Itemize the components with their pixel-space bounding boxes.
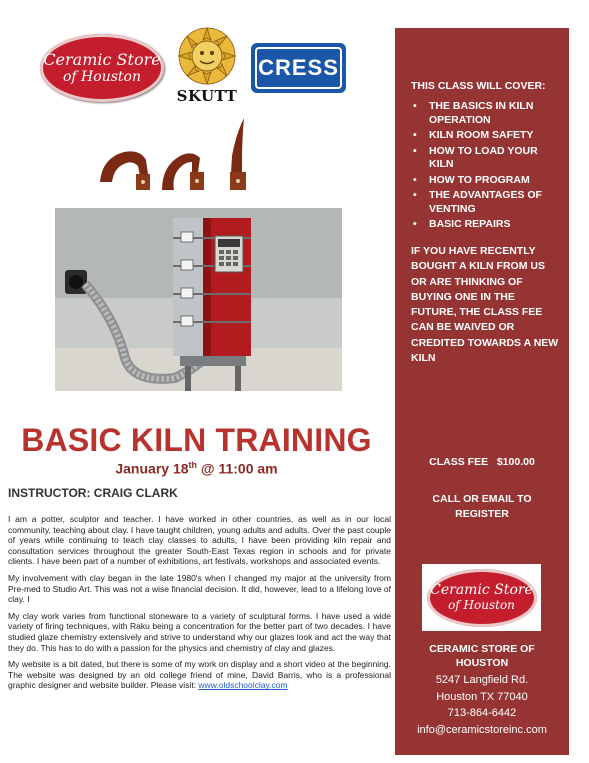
sidebar xyxy=(395,28,569,755)
topic-label: HOW TO PROGRAM xyxy=(429,173,530,186)
date-prefix: January 18 xyxy=(115,460,189,477)
bio-paragraph-text: My website is a bit dated, but there is some of my work on display and a short video at the beginning. The website was designed by an old college friend of mine, David Barris, who is a professional graphic designer and website builder. Please visit: xyxy=(8,659,391,691)
bullet-icon: • xyxy=(413,218,417,230)
topics-list xyxy=(411,100,561,234)
date-rest: @ 11:00 am xyxy=(197,460,278,477)
bio-paragraph-website xyxy=(8,659,391,691)
bullet-icon: • xyxy=(413,129,417,141)
kiln-photo xyxy=(55,208,342,391)
store-phone: 713-864-6442 xyxy=(447,707,517,719)
store-address xyxy=(395,672,569,722)
cress-wordmark: CRESS xyxy=(255,47,342,89)
logo-line-1: Ceramic Store xyxy=(43,49,161,69)
bullet-icon: • xyxy=(413,173,417,186)
cress-logo xyxy=(251,43,346,93)
class-date xyxy=(0,460,393,477)
address-line-1: 5247 Langfield Rd. xyxy=(435,674,529,686)
skutt-wordmark: SKUTT xyxy=(176,87,238,105)
topic-item xyxy=(411,218,561,232)
instructor-bio xyxy=(8,514,391,697)
register-call-to-action: CALL OR EMAIL TO REGISTER xyxy=(432,493,532,520)
topic-item xyxy=(411,129,561,143)
topic-item xyxy=(411,100,561,127)
store-name: CERAMIC STORE OF HOUSTON xyxy=(429,643,535,669)
skutt-sun-icon xyxy=(177,26,237,86)
sidebar-ceramic-store-logo xyxy=(422,564,541,631)
date-suffix: th xyxy=(188,460,198,470)
fee-waiver-note: IF YOU HAVE RECENTLY BOUGHT A KILN FROM US OR ARE THINKING OF BUYING ONE IN THE FUTURE, THE CLASS FEE CAN BE WAIVED OR CREDITED TOWARDS A NEW KILN xyxy=(411,245,559,365)
topic-label: THE BASICS IN KILN OPERATION xyxy=(429,100,534,126)
topic-item xyxy=(411,174,561,188)
topic-label: BASIC REPAIRS xyxy=(429,218,511,230)
bio-paragraph: My clay work varies from functional stoneware to a variety of sculptural forms. I have used a wide variety of firing techniques, with Raku being a concentration for the better part of two decades. I have studied glaze chemistry extensively and strive to understand why our glazes look and act the way that they do. This has to do with a passion for the physics and chemistry of clay and glazes. xyxy=(8,610,391,653)
bullet-icon: • xyxy=(413,189,417,201)
topic-item xyxy=(411,145,561,172)
skutt-logo xyxy=(172,26,242,106)
bio-paragraph: I am a potter, sculptor and teacher. I have worked in other countries, as well as in our local community, teaching about clay. I have taught children, young adults and adults. Over the past couple of years while continuing to teach clay classes to adults, I have been providing kiln repair and consultation services throughout the greater South-East Texas region in schools and for private clients. I have been part of a number of exhibitions, art festivals, workshops and associated events. xyxy=(8,514,391,567)
logo-line-2: of Houston xyxy=(63,68,141,85)
website-link[interactable]: www.oldschoolclay.com xyxy=(198,680,288,691)
instructor-heading: INSTRUCTOR: CRAIG CLARK xyxy=(8,486,178,500)
ceramic-store-logo xyxy=(40,34,164,102)
clay-tools-illustration xyxy=(96,116,266,194)
bullet-icon: • xyxy=(413,100,417,112)
topic-label: HOW TO LOAD YOUR KILN xyxy=(429,144,538,170)
logo-oval xyxy=(427,569,537,627)
logo-line-2: of Houston xyxy=(448,598,515,612)
topic-item xyxy=(411,189,561,216)
topic-label: THE ADVANTAGES OF VENTING xyxy=(429,189,542,215)
store-email[interactable]: info@ceramicstoreinc.com xyxy=(417,724,547,736)
topics-heading: THIS CLASS WILL COVER: xyxy=(411,80,546,92)
bio-paragraph: My involvement with clay began in the late 1980's when I changed my major at the university from Pre-med to Studio Art. This was not a wise financial decision. It did, however, lead to a lifelong love of clay. I xyxy=(8,572,391,605)
logo-line-1: Ceramic Store xyxy=(430,582,533,598)
topic-label: KILN ROOM SAFETY xyxy=(429,129,534,141)
address-line-2: Houston TX 77040 xyxy=(436,690,528,703)
page-title: BASIC KILN TRAINING xyxy=(21,422,372,458)
class-fee: CLASS FEE $100.00 xyxy=(429,456,535,468)
bullet-icon: • xyxy=(413,144,417,157)
